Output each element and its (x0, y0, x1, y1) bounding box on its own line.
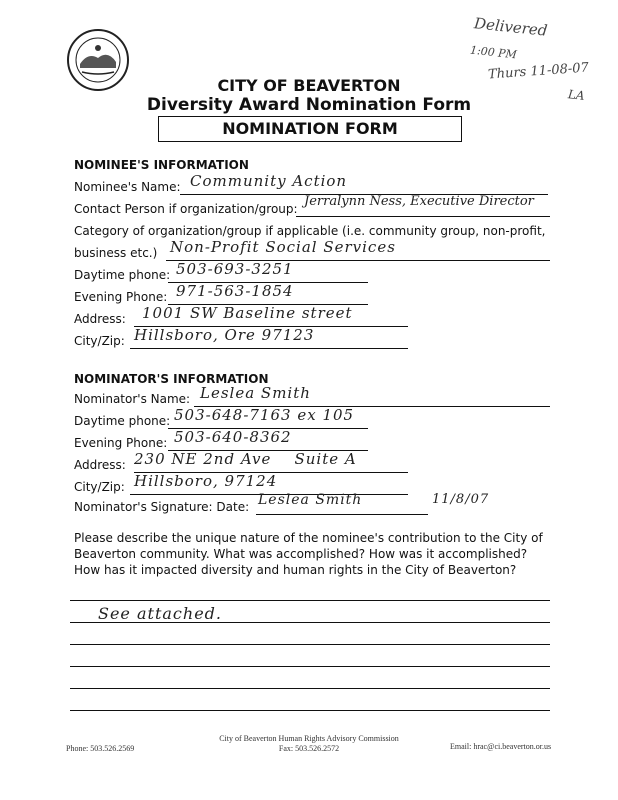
form-box-title: NOMINATION FORM (158, 116, 462, 142)
category-label-line1: Category of organization/group if applicable (i.e. community group, non-profit, (74, 224, 546, 238)
signature-line (256, 514, 428, 515)
nominee-city-zip-label: City/Zip: (74, 334, 125, 348)
delivery-note: Delivered (473, 14, 549, 40)
contact-person-label: Contact Person if organization/group: (74, 202, 298, 216)
description-prompt: Please describe the unique nature of the nominee's contribution to the City of Beaverton community. What was accomplished? How was it accomplished? How has it impacted diversity and human rights in the City of Beaverton? (74, 531, 543, 577)
nominator-name-value[interactable]: Leslea Smith (200, 384, 311, 402)
answer-line-5 (70, 688, 550, 689)
nominator-address-label: Address: (74, 458, 126, 472)
category-value[interactable]: Non-Profit Social Services (170, 238, 396, 256)
nominee-name-value[interactable]: Community Action (190, 172, 348, 190)
description-answer[interactable]: See attached. (98, 604, 222, 623)
signature-date-value[interactable]: 11/8/07 (432, 492, 490, 507)
nominee-city-zip-line (130, 348, 408, 349)
answer-line-1 (70, 600, 550, 601)
nominee-evening-phone-label: Evening Phone: (74, 290, 168, 304)
category-label-line2: business etc.) (74, 246, 158, 260)
nominee-address-label: Address: (74, 312, 126, 326)
page-title-city: CITY OF BEAVERTON (217, 76, 401, 95)
nominee-daytime-phone-value[interactable]: 503-693-3251 (176, 260, 294, 278)
nominator-signature[interactable]: Leslea Smith (258, 492, 363, 508)
nominee-city-zip-value[interactable]: Hillsboro, Ore 97123 (134, 326, 315, 344)
nominee-evening-phone-value[interactable]: 971-563-1854 (176, 282, 294, 300)
delivery-initials: LA (567, 87, 586, 103)
delivery-date: Thurs 11-08-07 (487, 60, 590, 83)
delivery-time: 1:00 PM (469, 43, 518, 62)
nominator-daytime-phone-label: Daytime phone: (74, 414, 171, 428)
footer-phone: Phone: 503.526.2569 (66, 744, 135, 753)
signature-date-label: Nominator's Signature: Date: (74, 500, 250, 514)
nominee-name-label: Nominee's Name: (74, 180, 181, 194)
answer-line-6 (70, 710, 550, 711)
contact-person-value[interactable]: Jerralynn Ness, Executive Director (304, 194, 534, 209)
footer-fax: Fax: 503.526.2572 (278, 744, 340, 753)
contact-person-line (296, 216, 550, 217)
nominator-section-heading: NOMINATOR'S INFORMATION (74, 372, 269, 386)
answer-line-3 (70, 644, 550, 645)
nominator-city-zip-value[interactable]: Hillsboro, 97124 (134, 472, 278, 490)
nominee-daytime-phone-label: Daytime phone: (74, 268, 171, 282)
nominee-address-value[interactable]: 1001 SW Baseline street (142, 304, 353, 322)
nominator-evening-phone-value[interactable]: 503-640-8362 (174, 428, 292, 446)
answer-line-2 (70, 622, 550, 623)
nominator-daytime-phone-value[interactable]: 503-648-7163 ex 105 (174, 406, 355, 424)
nominator-address-value[interactable]: 230 NE 2nd Ave Suite A (134, 450, 357, 468)
nominator-city-zip-label: City/Zip: (74, 480, 125, 494)
footer-email: Email: hrac@ci.beaverton.or.us (450, 742, 552, 751)
nominee-section-heading: NOMINEE'S INFORMATION (74, 158, 249, 172)
nominator-evening-phone-label: Evening Phone: (74, 436, 168, 450)
nominator-name-label: Nominator's Name: (74, 392, 191, 406)
answer-line-4 (70, 666, 550, 667)
footer-commission: City of Beaverton Human Rights Advisory Commission (219, 734, 399, 743)
page-title-form: Diversity Award Nomination Form (146, 95, 472, 115)
